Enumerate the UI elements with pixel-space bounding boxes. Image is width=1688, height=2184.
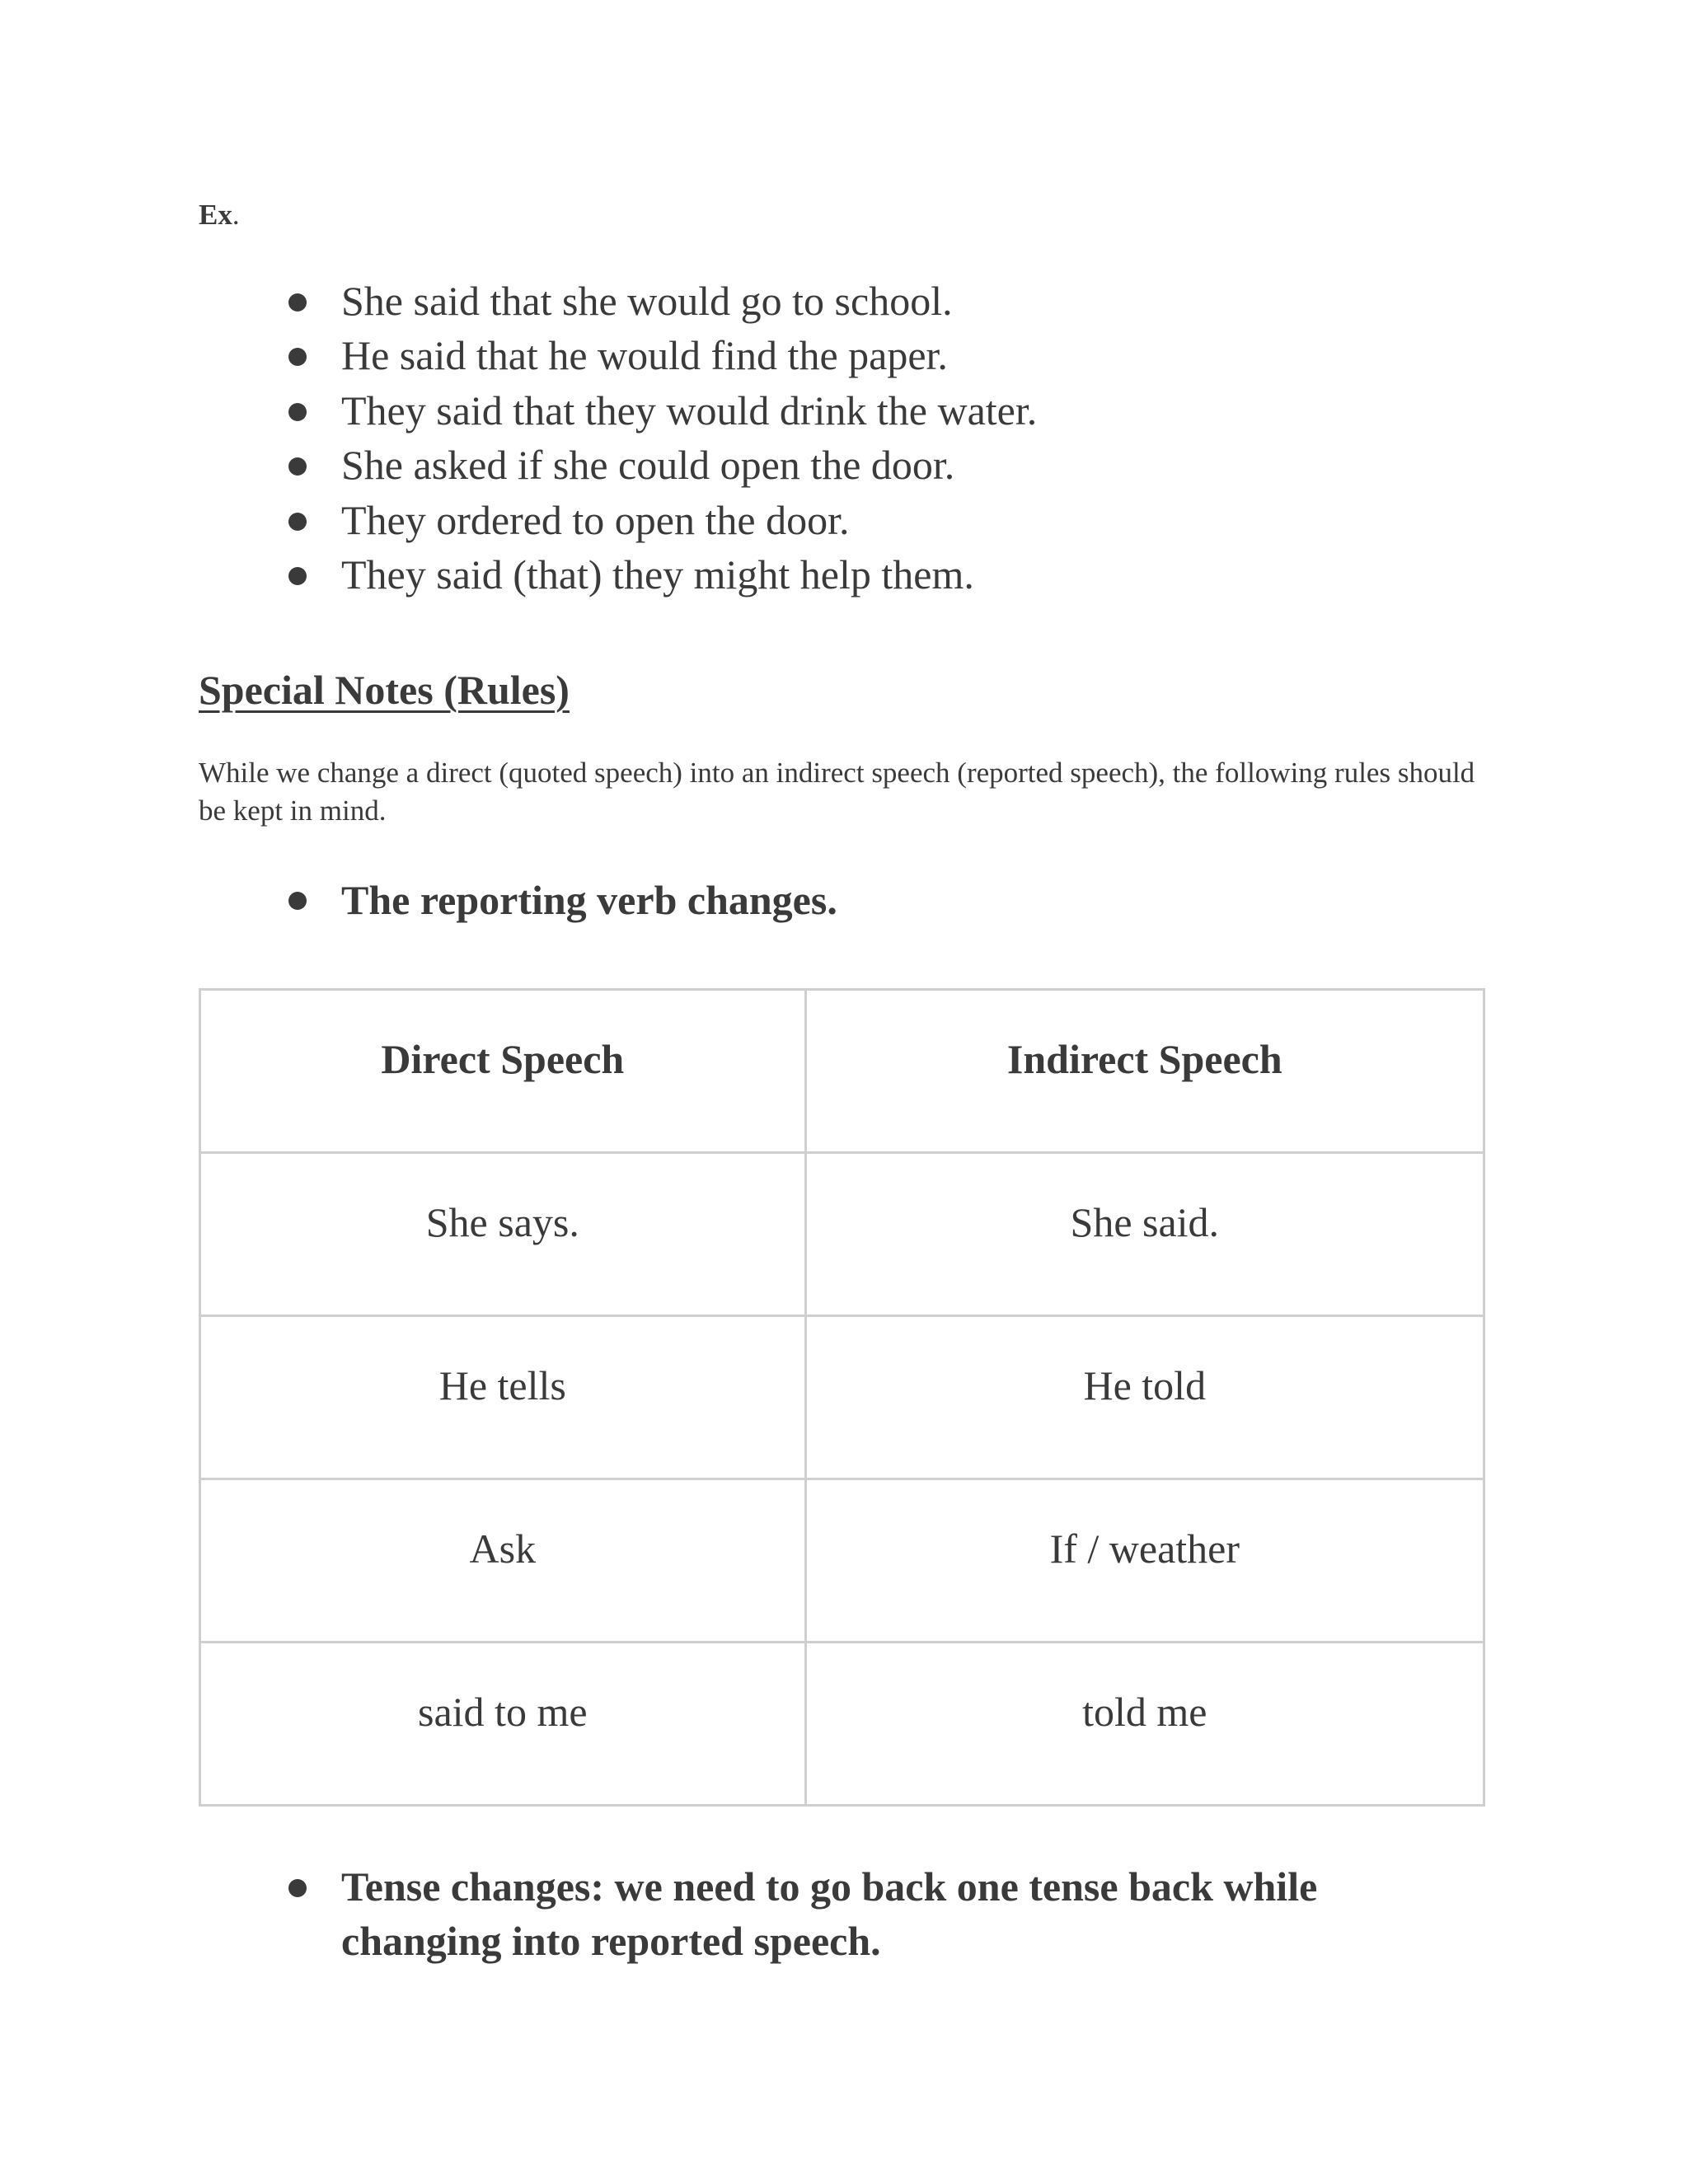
rule-item xyxy=(288,1859,1429,1968)
section-heading: Special Notes (Rules) xyxy=(199,667,570,713)
list-item-text: They ordered to open the door. xyxy=(341,496,850,543)
bullet-icon xyxy=(288,293,307,312)
table-cell-indirect: He told xyxy=(805,1316,1484,1479)
table-row xyxy=(200,1479,1484,1643)
bullet-icon xyxy=(288,348,307,366)
table-header-indirect: Indirect Speech xyxy=(805,990,1484,1153)
list-item-text: She asked if she could open the door. xyxy=(341,442,955,489)
table-cell-direct: Ask xyxy=(200,1479,806,1643)
example-label xyxy=(199,194,240,236)
intro-paragraph: While we change a direct (quoted speech) into an indirect speech (reported speech), the following rules should be kept in mind. xyxy=(199,757,1475,827)
table-cell-direct: She says. xyxy=(200,1153,806,1316)
table-cell-indirect: She said. xyxy=(805,1153,1484,1316)
rule-item-text: Tense changes: we need to go back one tense back while changing into reported speech. xyxy=(341,1863,1318,1964)
example-sentences-list xyxy=(288,274,1037,602)
list-item-text: He said that he would find the paper. xyxy=(341,332,948,379)
bullet-icon xyxy=(288,403,307,421)
bullet-icon xyxy=(288,892,307,910)
list-item xyxy=(288,274,1037,328)
example-label-punct: . xyxy=(232,199,240,231)
list-item-text: They said (that) they might help them. xyxy=(341,551,974,598)
rule-list-2 xyxy=(288,1859,1429,1968)
rule-list-1 xyxy=(288,872,837,928)
table-header-row xyxy=(200,990,1484,1153)
list-item-text: She said that she would go to school. xyxy=(341,278,953,324)
table-cell-direct: said to me xyxy=(200,1643,806,1806)
rule-item xyxy=(288,872,837,928)
table-cell-indirect: If / weather xyxy=(805,1479,1484,1643)
speech-table xyxy=(199,988,1485,1807)
list-item xyxy=(288,328,1037,382)
bullet-icon xyxy=(288,567,307,585)
bullet-icon xyxy=(288,457,307,476)
list-item xyxy=(288,438,1037,492)
table-row xyxy=(200,1153,1484,1316)
list-item xyxy=(288,493,1037,547)
table-cell-direct: He tells xyxy=(200,1316,806,1479)
table-row xyxy=(200,1316,1484,1479)
rule-item-text: The reporting verb changes. xyxy=(341,877,837,923)
table-header-direct: Direct Speech xyxy=(200,990,806,1153)
example-label-bold: Ex xyxy=(199,199,232,231)
bullet-icon xyxy=(288,513,307,531)
list-item-text: They said that they would drink the water. xyxy=(341,387,1038,434)
list-item xyxy=(288,547,1037,602)
table-cell-indirect: told me xyxy=(805,1643,1484,1806)
table-row xyxy=(200,1643,1484,1806)
bullet-icon xyxy=(288,1879,307,1897)
list-item xyxy=(288,383,1037,438)
